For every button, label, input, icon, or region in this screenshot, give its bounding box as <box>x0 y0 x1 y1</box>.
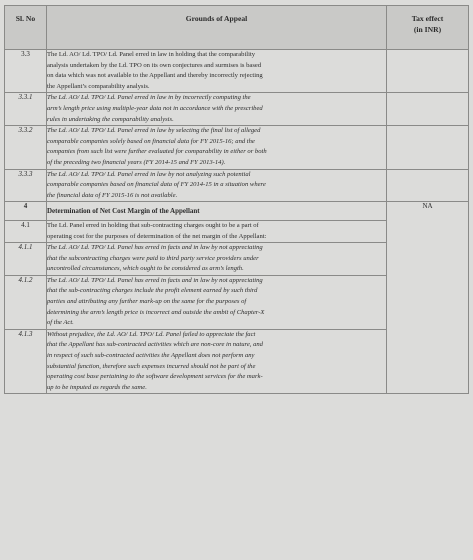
text-line: determining the arm’s length price is incorrect and outside the ambit of Chapter-X <box>47 308 265 316</box>
text-line: up to be imputed as regards the same. <box>47 383 147 391</box>
section-heading: Determination of Net Cost Margin of the Appellant <box>47 202 387 221</box>
header-sl-no: Sl. No <box>5 6 47 50</box>
row-number: 4.1.1 <box>5 243 47 276</box>
tax-effect-cell: NA <box>387 202 469 394</box>
row-number: 4 <box>5 202 47 221</box>
row-number: 3.3 <box>5 50 47 93</box>
text-line: arm’s length price using multiple-year data not in accordance with the prescribed <box>47 104 263 112</box>
text-line: The Ld. AO/ Ld. TPO/ Ld. Panel erred in law by selecting the final list of alleged <box>47 127 261 135</box>
ground-text <box>47 126 387 169</box>
text-line: that the sub-contracting charges include the profit element earned by such third <box>47 287 258 295</box>
row-number: 4.1.3 <box>5 329 47 394</box>
row-number: 4.1.2 <box>5 275 47 329</box>
ground-text <box>47 220 387 242</box>
row-number: 3.3.3 <box>5 169 47 202</box>
text-line: of the Act. <box>47 319 74 327</box>
header-tax-effect <box>387 6 469 50</box>
tax-effect-cell <box>387 169 469 202</box>
header-tax-effect-unit: (in INR) <box>413 25 442 34</box>
text-line: companies from such list were further evaluated for comparability in either or both <box>47 148 267 156</box>
ground-text <box>47 243 387 276</box>
ground-text <box>47 50 387 93</box>
ground-text <box>47 275 387 329</box>
ground-text <box>47 329 387 394</box>
text-line: Without prejudice, the Ld. AO/ Ld. TPO/ Ld. Panel failed to appreciate the fact <box>47 330 256 338</box>
text-line: uncontrolled circumstances, which ought to be considered as arm’s length. <box>47 265 244 273</box>
text-line: substantial function, therefore such expenses incurred should not be part of the <box>47 362 256 370</box>
table-row <box>5 93 469 126</box>
header-grounds-of-appeal: Grounds of Appeal <box>47 6 387 50</box>
ground-text <box>47 93 387 126</box>
text-line: parties and attributing any further mark-up on the same for the purposes of <box>47 298 247 306</box>
text-line: comparable companies solely based on financial data for FY 2015-16; and the <box>47 137 255 145</box>
text-line: that the subcontracting charges were paid to third party service providers under <box>47 254 259 262</box>
tax-effect-cell <box>387 126 469 169</box>
table-row <box>5 169 469 202</box>
row-number: 4.1 <box>5 220 47 242</box>
text-line: on data which was not available to the Appellant and thereby incorrectly rejecting <box>47 72 263 80</box>
text-line: The Ld. AO/ Ld. TPO/ Ld. Panel erred in law by not analyzing such potential <box>47 170 251 178</box>
ground-text <box>47 169 387 202</box>
text-line: in respect of such sub-contracted activities the Appellant does not perform any <box>47 352 255 360</box>
text-line: the financial data of FY 2015-16 is not available. <box>47 191 178 199</box>
text-line: The Ld. AO/ Ld. TPO/ Ld. Panel has erred in facts and in law by not appreciating <box>47 244 263 252</box>
text-line: analysis undertaken by the Ld. TPO on its own conjectures and surmises is based <box>47 61 262 69</box>
tax-effect-cell <box>387 50 469 93</box>
text-line: The Ld. AO/ Ld. TPO/ Ld. Panel erred in law in holding that the comparability <box>47 51 256 58</box>
row-number: 3.3.2 <box>5 126 47 169</box>
text-line: The Ld. AO/ Ld. TPO/ Ld. Panel erred in law in by incorrectly computing the <box>47 94 251 102</box>
row-number: 3.3.1 <box>5 93 47 126</box>
header-tax-effect-label: Tax effect <box>411 14 444 23</box>
tax-effect-cell <box>387 93 469 126</box>
text-line: the Appellant’s comparability analysis. <box>47 82 150 90</box>
text-line: that the Appellant has sub-contracted activities which are non-core in nature, and <box>47 341 263 349</box>
text-line: The Ld. Panel erred in holding that sub-contracting charges ought to be a part of <box>47 221 259 229</box>
text-line: of the preceding two financial years (FY 2014-15 and FY 2013-14). <box>47 158 226 166</box>
section-heading-row <box>5 202 469 221</box>
text-line: rules in undertaking the comparability analysis. <box>47 115 174 123</box>
text-line: The Ld. AO/ Ld. TPO/ Ld. Panel has erred in facts and in law by not appreciating <box>47 276 263 284</box>
table-header-row <box>5 6 469 50</box>
text-line: operating cost for the purposes of determination of the net margin of the Appellant: <box>47 232 267 240</box>
table-row <box>5 50 469 93</box>
text-line: operating cost base pertaining to the software development services for the mark- <box>47 373 263 381</box>
table-row <box>5 126 469 169</box>
grounds-of-appeal-table <box>4 5 469 394</box>
text-line: comparable companies based on financial data of FY 2014-15 in a situation where <box>47 181 266 189</box>
